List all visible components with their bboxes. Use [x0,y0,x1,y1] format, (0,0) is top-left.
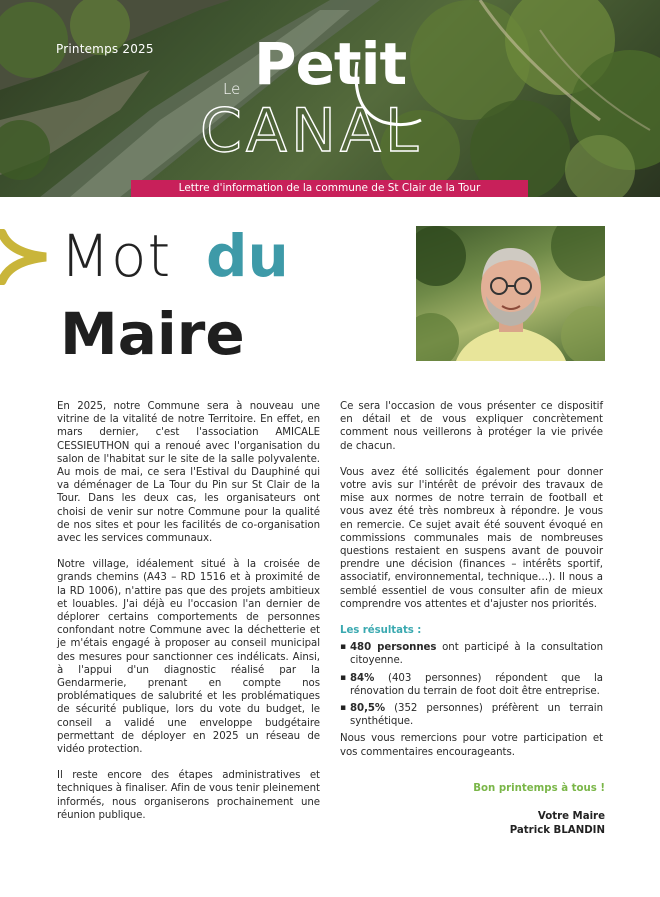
result-item [340,702,603,728]
result-figure: 80,5% [350,703,386,715]
tagline: Lettre d'information de la commune de St Clair de la Tour [131,180,528,197]
title-mot: Mot [60,222,172,290]
right-column [340,400,603,772]
paragraph: Notre village, idéalement situé à la croisée de grands chemins (A43 – RD 1516 et à proximité de la RD 1006), n'attire pas que des projets ambitieux et louables. J'ai déjà eu l'occasion l'an dernier de déplorer certains comportements de personnes confondant notre Commune avec la déchetterie et je m'étais engagé à proposer au conseil municipal des mesures pour sanctionner ces indélicats. Ainsi, à l'appui d'un diagnostic réalisé par la Gendarmerie, prenant en compte nos problématiques de salubrité et les problématiques de sécurité publique, lors du vote du budget, le conseil a validé une enveloppe budgétaire permettant de déployer en 2025 un réseau de vidéo protection. [57,559,320,756]
result-item [340,672,603,698]
mayor-portrait-icon [416,226,605,361]
logo-le: Le [223,80,241,98]
paragraph: Ce sera l'occasion de vous présenter ce dispositif en détail et de vous expliquer concrètement comment nous veillerons à protéger la vie privée de chacun. [340,401,603,452]
signature-role: Votre Maire [537,811,605,822]
greeting: Bon printemps à tous ! [473,783,605,794]
result-text: (403 personnes) répondent que la rénovation du terrain de foot doit être entreprise. [350,672,603,697]
result-text: (352 personnes) préfèrent un terrain synthétique. [350,703,603,728]
result-figure: 480 personnes [350,642,437,654]
logo-canal: CANAL [200,96,423,166]
signature-name: Patrick BLANDIN [509,824,605,836]
mayor-photo [416,226,605,361]
paragraph: Vous avez été sollicités également pour donner votre avis sur l'intérêt de prévoir des travaux de mise aux normes de notre terrain de football et vous avez été très nombreux à répondre. Je vous en remercie. Ce sujet avait été souvent évoqué en commissions communales mais de nombreuses questions restaient en suspens avant de pouvoir prendre une décision (finances – intérêts sportif, associatif, environnemental, technique…). Il nous a semblé essentiel de vous consulter afin de mieux comprendre vos attentes et d'ajuster nos priorités. [340,466,603,610]
left-column [57,400,320,835]
issue-season: Printemps 2025 [56,42,154,56]
results-title: Les résultats : [340,625,422,637]
signature [340,810,605,837]
results-list [340,641,603,728]
title-maire: Maire [60,300,245,368]
chevron-icon [0,229,48,285]
masthead-banner [0,0,660,197]
paragraph: Il reste encore des étapes administratives et techniques à finaliser. Afin de vous tenir pleinement informés, nous organiserons prochainement une réunion publique. [57,770,320,821]
result-figure: 84% [350,672,375,684]
result-text: ont participé à la consultation citoyenne. [350,642,603,667]
paragraph: En 2025, notre Commune sera à nouveau une vitrine de la vitalité de notre Territoire. En effet, en mars dernier, c'est l'association AMICALE CESSIEUTHON qui a renoué avec l'organisation du salon de l'habitat sur le site de la salle polyvalente. Au mois de mai, ce sera l'Estival du Dauphiné qui va déménager de La Tour du Pin sur St Clair de la Tour. Dans les deux cas, les organisateurs ont choisi de venir sur notre Commune pour la qualité de nos sites et pour les facilités de co-organisation avec les services communaux. [57,401,320,545]
result-item [340,641,603,667]
logo-petit: Petit [254,30,407,98]
closing-text: Nous vous remercions pour votre participation et vos commentaires encourageants. [340,733,603,758]
title-du: du [206,222,289,290]
